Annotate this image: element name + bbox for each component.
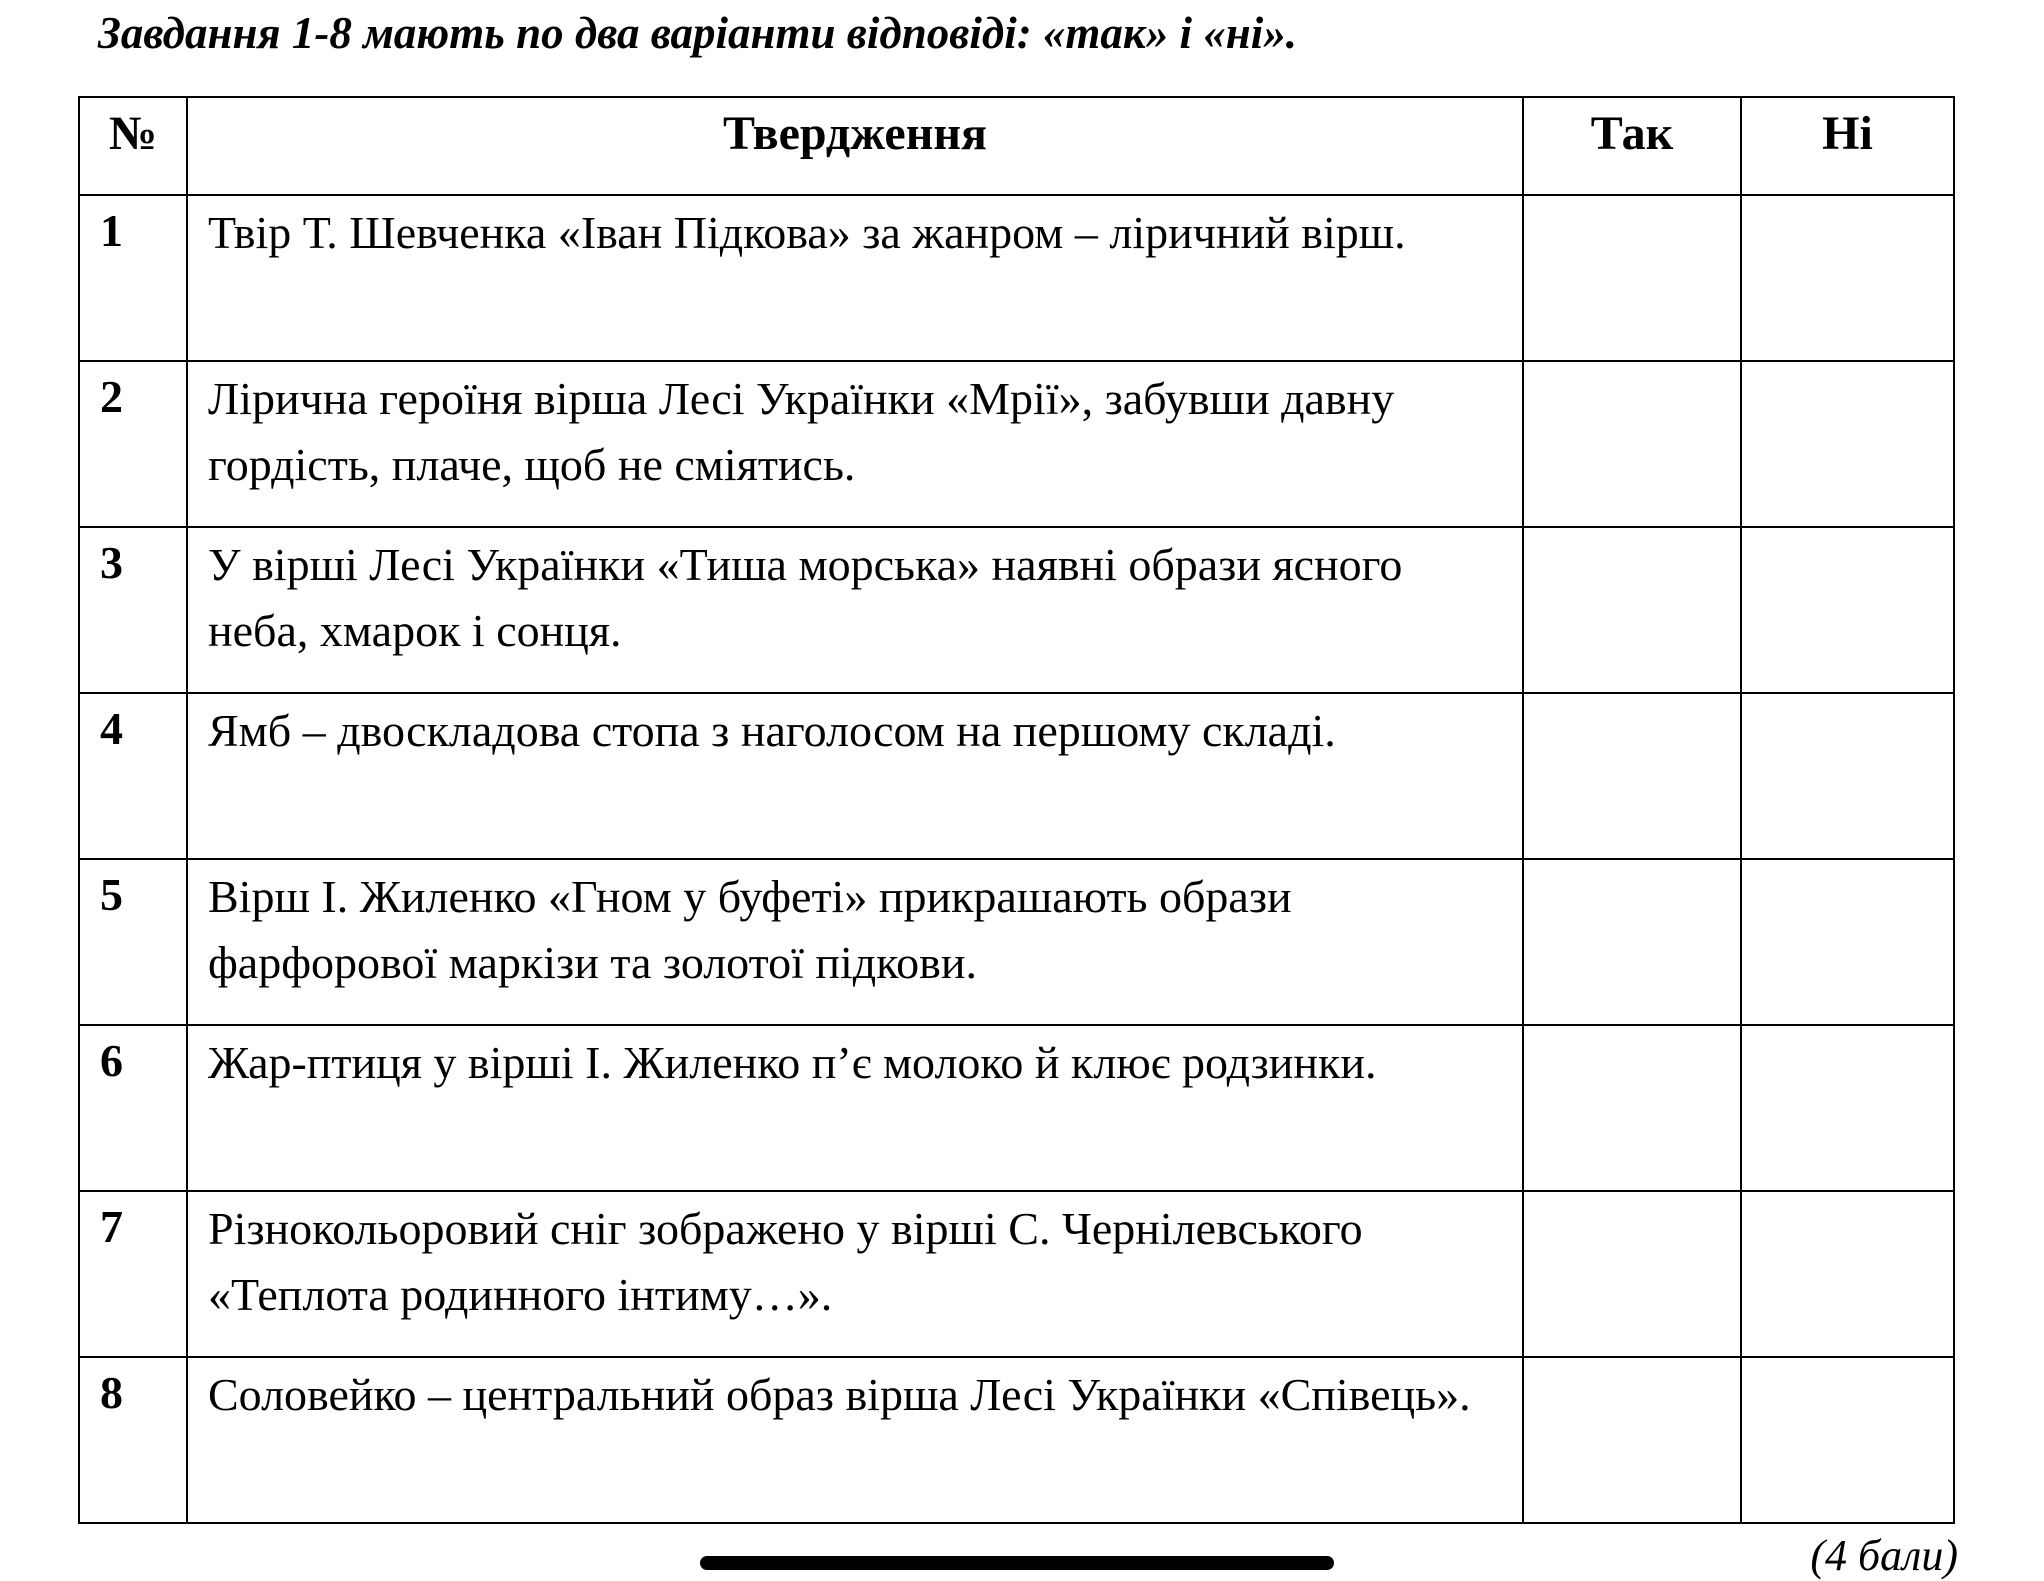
row-statement: Твір Т. Шевченка «Іван Підкова» за жанром – ліричний вірш. — [187, 195, 1523, 361]
table-row — [79, 1191, 1954, 1357]
answer-no-cell[interactable] — [1741, 361, 1954, 527]
row-statement: У вірші Лесі Українки «Тиша морська» наявні образи ясного неба, хмарок і сонця. — [187, 527, 1523, 693]
answer-no-cell[interactable] — [1741, 195, 1954, 361]
answer-no-cell[interactable] — [1741, 1025, 1954, 1191]
answer-yes-cell[interactable] — [1523, 693, 1741, 859]
answer-yes-cell[interactable] — [1523, 1357, 1741, 1523]
table-row — [79, 859, 1954, 1025]
home-indicator-bar — [700, 1556, 1334, 1570]
table-row — [79, 1357, 1954, 1523]
row-number: 7 — [79, 1191, 187, 1357]
answer-no-cell[interactable] — [1741, 693, 1954, 859]
header-yes: Так — [1523, 97, 1741, 195]
row-number: 6 — [79, 1025, 187, 1191]
row-number: 4 — [79, 693, 187, 859]
answer-yes-cell[interactable] — [1523, 361, 1741, 527]
answer-yes-cell[interactable] — [1523, 195, 1741, 361]
quiz-table — [78, 96, 1955, 1524]
points-label: (4 бали) — [1810, 1531, 1958, 1580]
header-statement: Твердження — [187, 97, 1523, 195]
answer-no-cell[interactable] — [1741, 1357, 1954, 1523]
task-heading: Завдання 1-8 мають по два варіанти відповіді: «так» і «ні». — [98, 8, 1297, 58]
table-row — [79, 1025, 1954, 1191]
row-statement: Лірична героїня вірша Лесі Українки «Мрії», забувши давну гордість, плаче, щоб не сміятись. — [187, 361, 1523, 527]
row-number: 3 — [79, 527, 187, 693]
answer-no-cell[interactable] — [1741, 1191, 1954, 1357]
table-header-row — [79, 97, 1954, 195]
header-number: № — [79, 97, 187, 195]
answer-yes-cell[interactable] — [1523, 859, 1741, 1025]
row-number: 2 — [79, 361, 187, 527]
answer-yes-cell[interactable] — [1523, 527, 1741, 693]
table-row — [79, 693, 1954, 859]
table-row — [79, 361, 1954, 527]
row-statement: Різнокольоровий сніг зображено у вірші С. Чернілевського «Теплота родинного інтиму…». — [187, 1191, 1523, 1357]
row-number: 1 — [79, 195, 187, 361]
answer-yes-cell[interactable] — [1523, 1025, 1741, 1191]
row-statement: Ямб – двоскладова стопа з наголосом на першому складі. — [187, 693, 1523, 859]
table-row — [79, 527, 1954, 693]
row-number: 8 — [79, 1357, 187, 1523]
answer-yes-cell[interactable] — [1523, 1191, 1741, 1357]
row-number: 5 — [79, 859, 187, 1025]
table-row — [79, 195, 1954, 361]
answer-no-cell[interactable] — [1741, 859, 1954, 1025]
answer-no-cell[interactable] — [1741, 527, 1954, 693]
row-statement: Жар-птиця у вірші І. Жиленко п’є молоко й клює родзинки. — [187, 1025, 1523, 1191]
row-statement: Соловейко – центральний образ вірша Лесі Українки «Співець». — [187, 1357, 1523, 1523]
row-statement: Вірш І. Жиленко «Гном у буфеті» прикрашають образи фарфорової маркізи та золотої підкови. — [187, 859, 1523, 1025]
header-no: Ні — [1741, 97, 1954, 195]
